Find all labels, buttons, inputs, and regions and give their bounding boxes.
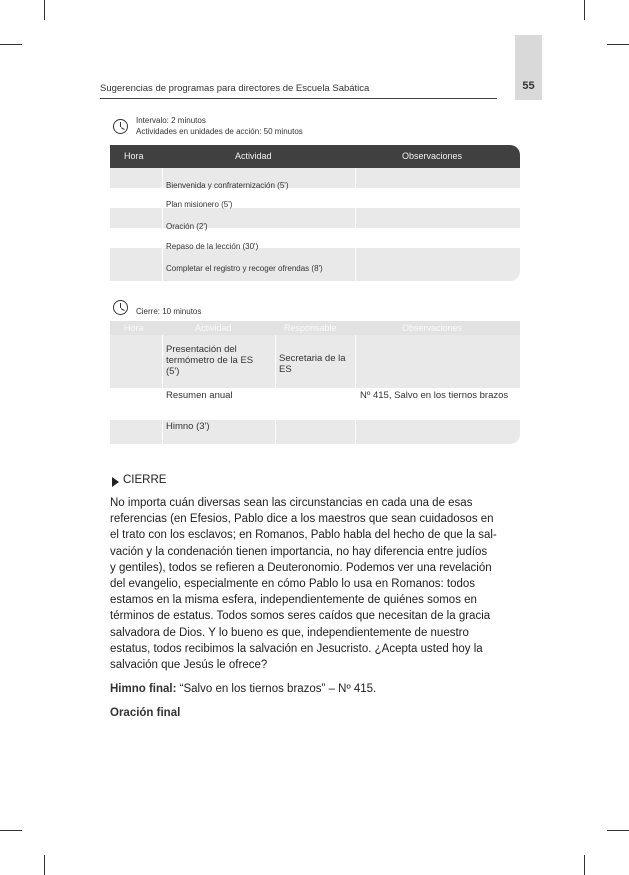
- triangle-bullet-icon: [112, 477, 119, 487]
- page-number: 55: [522, 80, 535, 92]
- table-cell: Secretaria de la ES: [279, 353, 346, 375]
- header-hora: Hora: [124, 323, 144, 333]
- crop-mark: [0, 830, 22, 831]
- final-hymn: [110, 683, 376, 695]
- table-row: Completar el registro y recoger ofrendas (8'): [166, 264, 323, 273]
- closing-paragraph: [110, 495, 515, 673]
- paragraph-line: vación y la condenación tienen importancia, no hay diferencia entre judíos: [110, 545, 488, 558]
- closing-table: [110, 321, 520, 444]
- table-header: [110, 321, 520, 335]
- table-cell: Himno (3'): [166, 421, 210, 432]
- final-hymn-label: Himno final:: [110, 683, 177, 695]
- crop-mark: [584, 855, 585, 875]
- table-row: Repaso de la lección (30'): [166, 242, 259, 251]
- crop-mark: [584, 0, 585, 20]
- running-title: Sugerencias de programas para directores de Escuela Sabática: [100, 83, 370, 94]
- table-row: Bienvenida y confraternización (5'): [166, 181, 289, 190]
- paragraph-line: estatus, todos recibimos la salvación en Jesucristo. ¿Acepta usted hoy la: [110, 642, 483, 655]
- crop-mark: [607, 44, 629, 45]
- crop-mark: [607, 830, 629, 831]
- crop-mark: [44, 0, 45, 20]
- paragraph-line: el trato con los esclavos; en Romanos, Pablo habla del hecho de que la sal-: [110, 529, 497, 542]
- header-hora: Hora: [124, 151, 144, 161]
- paragraph-line: salvación que Jesús le ofrece?: [110, 659, 268, 672]
- closing-time: Cierre: 10 minutos: [136, 307, 202, 316]
- crop-mark: [0, 44, 22, 45]
- paragraph-line: referencias (en Efesios, Pablo dice a los maestros que sean cuidadosos en: [110, 513, 494, 526]
- interval-line-2: Actividades en unidades de acción: 50 minutos: [136, 127, 303, 136]
- table-cell: Resumen anual: [166, 390, 233, 401]
- crop-mark: [44, 855, 45, 875]
- header-responsable: Responsable: [284, 323, 337, 333]
- header-observaciones: Observaciones: [402, 151, 463, 161]
- table-cell: Nº 415, Salvo en los tiernos brazos: [360, 390, 509, 401]
- clock-icon: [113, 119, 128, 134]
- interval-line-1: Intervalo: 2 minutos: [136, 116, 206, 125]
- paragraph-line: No importa cuán diversas sean las circunstancias en cada una de esas: [110, 497, 473, 509]
- paragraph-line: del evangelio, especialmente en cómo Pablo lo usa en Romanos: todos: [110, 578, 476, 591]
- paragraph-line: términos de estatus. Todos somos seres caídos que necesitan de la gracia: [110, 610, 491, 623]
- table-cell: Presentación del termómetro de la ES (5'): [166, 344, 254, 377]
- activities-table: [110, 145, 520, 281]
- table-row: Oración (2'): [166, 222, 208, 231]
- paragraph-line: salvadora de Dios. Y lo bueno es que, independientemente de nuestro: [110, 626, 469, 639]
- paragraph-line: estamos en la misma esfera, independientemente de quiénes somos en: [110, 594, 477, 607]
- clock-icon: [113, 300, 128, 315]
- table-header: [110, 145, 520, 168]
- header-actividad: Actividad: [195, 323, 232, 333]
- header-rule: [100, 98, 497, 99]
- paragraph-line: y gentiles), todos se refieren a Deuteronomio. Podemos ver una revelación: [110, 561, 492, 574]
- final-hymn-text: “Salvo en los tiernos brazos” – Nº 415.: [179, 683, 377, 695]
- final-prayer: Oración final: [110, 707, 181, 719]
- table-row: Plan misionero (5'): [166, 200, 233, 209]
- section-title: CIERRE: [123, 474, 167, 486]
- header-observaciones: Observaciones: [402, 323, 463, 333]
- header-actividad: Actividad: [235, 151, 272, 161]
